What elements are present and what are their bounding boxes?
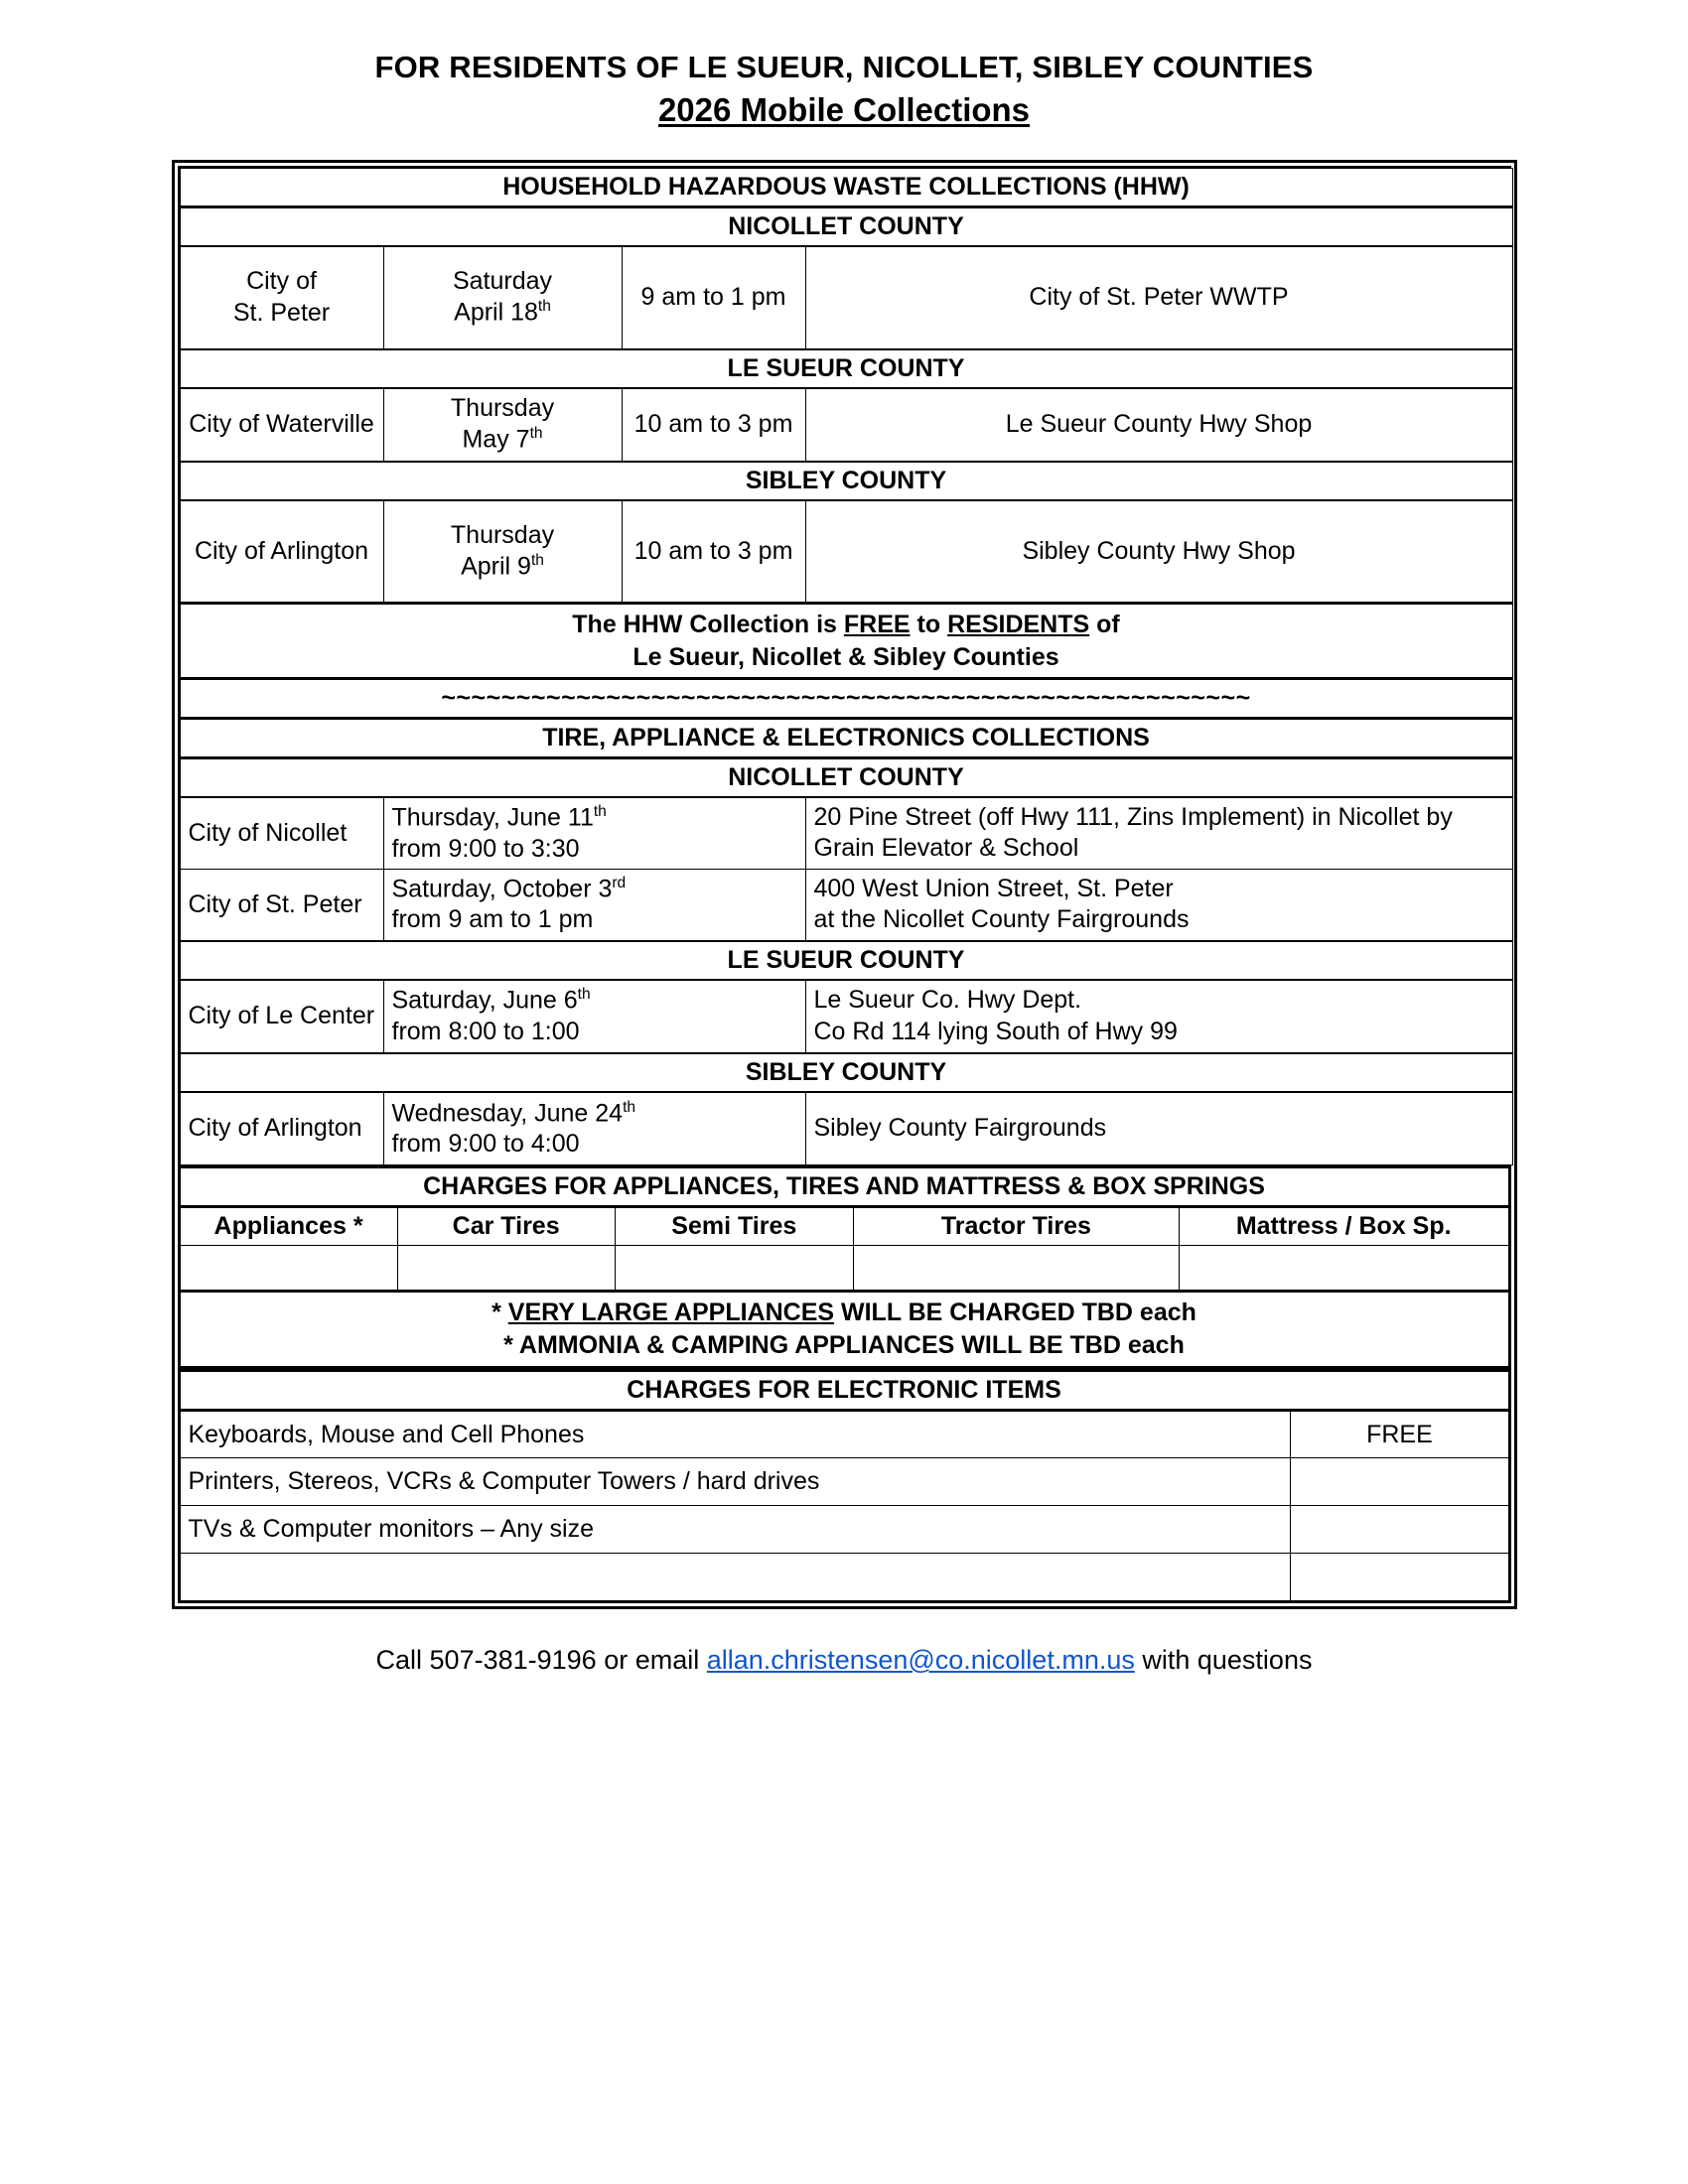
- hhw-date-cell: [383, 500, 622, 604]
- tae-county-row-lesueur: [180, 941, 1512, 980]
- residents-word: RESIDENTS: [947, 611, 1090, 639]
- tae-when-suffix: th: [577, 986, 591, 1004]
- tae-header-row: [180, 719, 1512, 758]
- hhw-city-cell: City of Arlington: [180, 500, 383, 604]
- page-title: [0, 0, 1688, 129]
- footer-call-text: Call 507-381-9196 or email: [375, 1645, 707, 1676]
- tae-section-header: TIRE, APPLIANCE & ELECTRONICS COLLECTIONS: [180, 719, 1512, 758]
- tae-when-line-1: Thursday, June 11: [391, 803, 594, 832]
- tae-city-cell: City of Nicollet: [180, 797, 383, 869]
- charges-note-line-2: * AMMONIA & CAMPING APPLIANCES WILL BE TBD each: [503, 1331, 1185, 1360]
- table-row: [180, 980, 1512, 1053]
- tae-location-line-2: at the Nicollet County Fairgrounds: [813, 905, 1190, 934]
- tae-city-cell: City of Le Center: [180, 980, 383, 1053]
- tae-when-line-2: from 9:00 to 3:30: [391, 834, 580, 863]
- hhw-county-label-lesueur: LE SUEUR COUNTY: [180, 349, 1512, 388]
- electronics-item: TVs & Computer monitors – Any size: [180, 1506, 1291, 1554]
- electronics-item: Printers, Stereos, VCRs & Computer Towers / hard drives: [180, 1458, 1291, 1506]
- tae-when-line-2: from 9 am to 1 pm: [391, 905, 594, 934]
- hhw-day: Thursday: [450, 394, 555, 423]
- tae-when-suffix: th: [623, 1098, 636, 1116]
- hhw-city-line-1: City of: [246, 267, 317, 296]
- tae-when-line-2: from 9:00 to 4:00: [391, 1130, 580, 1159]
- charges-value-tractor-tires: [853, 1246, 1179, 1292]
- tae-city-cell: City of St. Peter: [180, 869, 383, 940]
- hhw-header-row: [180, 168, 1512, 206]
- hhw-date-suffix: th: [537, 298, 551, 316]
- title-line-2: 2026 Mobile Collections: [657, 90, 1031, 128]
- table-row: [180, 1554, 1508, 1601]
- hhw-free-notice-row: [180, 604, 1512, 679]
- table-row: [180, 1411, 1508, 1458]
- table-row: [180, 869, 1512, 940]
- table-row: [180, 1092, 1512, 1165]
- tae-location-cell: [805, 980, 1512, 1053]
- hhw-county-label-sibley: SIBLEY COUNTY: [180, 462, 1512, 500]
- electronics-price: [1291, 1554, 1508, 1601]
- hhw-date: April 18: [454, 298, 538, 327]
- electronics-table: [180, 1369, 1509, 1601]
- electronics-price: [1291, 1458, 1508, 1506]
- hhw-date-suffix: th: [530, 552, 544, 570]
- charges-col-semi-tires: Semi Tires: [615, 1207, 853, 1246]
- charges-value-car-tires: [397, 1246, 615, 1292]
- table-row: [180, 388, 1512, 462]
- tae-when-line-2: from 8:00 to 1:00: [391, 1017, 580, 1045]
- charges-col-tractor-tires: Tractor Tires: [853, 1207, 1179, 1246]
- free-notice-line-2: Le Sueur, Nicollet & Sibley Counties: [633, 642, 1059, 671]
- wavy-divider: ~~~~~~~~~~~~~~~~~~~~~~~~~~~~~~~~~~~~~~~~~~~~~~~~~~~~~~: [180, 679, 1512, 719]
- charges-value-mattress: [1179, 1246, 1508, 1292]
- electronics-item: Keyboards, Mouse and Cell Phones: [180, 1411, 1291, 1458]
- charges-section-header: CHARGES FOR APPLIANCES, TIRES AND MATTRESS & BOX SPRINGS: [180, 1167, 1508, 1207]
- hhw-location-cell: Sibley County Hwy Shop: [805, 500, 1512, 604]
- hhw-time-cell: 10 am to 3 pm: [622, 500, 805, 604]
- electronics-price: FREE: [1291, 1411, 1508, 1458]
- hhw-date-cell: [383, 246, 622, 349]
- tae-county-label-sibley: SIBLEY COUNTY: [180, 1053, 1512, 1092]
- tae-when-cell: [383, 1092, 805, 1165]
- tae-location-cell: 20 Pine Street (off Hwy 111, Zins Implement) in Nicollet by Grain Elevator & School: [805, 797, 1512, 869]
- hhw-day: Thursday: [450, 520, 555, 549]
- hhw-date: May 7: [462, 425, 530, 454]
- tae-county-row-sibley: [180, 1053, 1512, 1092]
- collections-inner-border: [178, 166, 1511, 1604]
- electronics-item: [180, 1554, 1291, 1601]
- tae-location-cell: [805, 869, 1512, 940]
- table-row: [180, 500, 1512, 604]
- hhw-city-cell: City of Waterville: [180, 388, 383, 462]
- collections-frame: [172, 160, 1517, 1610]
- charges-value-row: [180, 1246, 1508, 1292]
- hhw-date-suffix: th: [529, 425, 543, 443]
- charges-value-appliances: [180, 1246, 397, 1292]
- electronics-price: [1291, 1506, 1508, 1554]
- tae-when-cell: [383, 869, 805, 940]
- hhw-city-cell: [180, 246, 383, 349]
- charges-value-semi-tires: [615, 1246, 853, 1292]
- divider-row: [180, 679, 1512, 719]
- hhw-location-cell: City of St. Peter WWTP: [805, 246, 1512, 349]
- charges-column-header-row: [180, 1207, 1508, 1246]
- hhw-city-line-2: St. Peter: [232, 298, 331, 327]
- table-row: [180, 1506, 1508, 1554]
- charges-note-emphasis: VERY LARGE APPLIANCES: [507, 1298, 835, 1327]
- tae-when-line-1: Saturday, October 3: [391, 875, 613, 903]
- hhw-county-row-lesueur: [180, 349, 1512, 388]
- hhw-free-notice: [180, 604, 1512, 679]
- hhw-county-label-nicollet: NICOLLET COUNTY: [180, 206, 1512, 246]
- tae-location-line-1: Le Sueur Co. Hwy Dept.: [813, 986, 1082, 1015]
- free-notice-suffix: of: [1089, 611, 1120, 639]
- tae-county-label-nicollet: NICOLLET COUNTY: [180, 758, 1512, 798]
- tae-location-cell: Sibley County Fairgrounds: [805, 1092, 1512, 1165]
- tae-when-suffix: rd: [612, 874, 627, 891]
- charges-col-mattress: Mattress / Box Sp.: [1179, 1207, 1508, 1246]
- charges-note-tail: WILL BE CHARGED TBD each: [834, 1298, 1196, 1327]
- footer-contact: [0, 1645, 1688, 1676]
- title-line-1: FOR RESIDENTS OF LE SUEUR, NICOLLET, SIBLEY COUNTIES: [374, 50, 1314, 84]
- tae-county-label-lesueur: LE SUEUR COUNTY: [180, 941, 1512, 980]
- tae-when-cell: [383, 980, 805, 1053]
- hhw-date: April 9: [461, 552, 531, 581]
- electronics-section-header: CHARGES FOR ELECTRONIC ITEMS: [180, 1371, 1508, 1411]
- hhw-date-cell: [383, 388, 622, 462]
- charges-col-car-tires: Car Tires: [397, 1207, 615, 1246]
- charges-note: [180, 1292, 1508, 1368]
- hhw-time-cell: 9 am to 1 pm: [622, 246, 805, 349]
- free-word: FREE: [843, 611, 911, 639]
- charges-header-row: [180, 1167, 1508, 1207]
- charges-note-row: [180, 1292, 1508, 1368]
- table-row: [180, 1458, 1508, 1506]
- free-notice-prefix: The HHW Collection is: [572, 611, 844, 639]
- hhw-section-header: HOUSEHOLD HAZARDOUS WASTE COLLECTIONS (HHW): [180, 168, 1512, 206]
- tae-city-cell: City of Arlington: [180, 1092, 383, 1165]
- footer-tail-text: with questions: [1134, 1645, 1313, 1676]
- charges-note-asterisk: *: [492, 1298, 508, 1327]
- hhw-day: Saturday: [452, 267, 553, 296]
- electronics-header-row: [180, 1371, 1508, 1411]
- charges-col-appliances: Appliances *: [180, 1207, 397, 1246]
- free-notice-mid: to: [910, 611, 948, 639]
- tae-location-line-1: 400 West Union Street, St. Peter: [813, 875, 1174, 903]
- tae-when-line-1: Saturday, June 6: [391, 986, 578, 1015]
- hhw-county-row-nicollet: [180, 206, 1512, 246]
- hhw-county-row-sibley: [180, 462, 1512, 500]
- tae-when-line-1: Wednesday, June 24: [391, 1098, 624, 1127]
- collections-table: [180, 168, 1513, 1166]
- email-link[interactable]: allan.christensen@co.nicollet.mn.us: [706, 1645, 1135, 1676]
- hhw-location-cell: Le Sueur County Hwy Shop: [805, 388, 1512, 462]
- table-row: [180, 246, 1512, 349]
- tae-when-suffix: th: [593, 803, 607, 821]
- charges-table: [180, 1165, 1509, 1369]
- table-row: [180, 797, 1512, 869]
- hhw-time-cell: 10 am to 3 pm: [622, 388, 805, 462]
- tae-location-line-2: Co Rd 114 lying South of Hwy 99: [813, 1017, 1178, 1045]
- tae-county-row-nicollet: [180, 758, 1512, 798]
- tae-when-cell: [383, 797, 805, 869]
